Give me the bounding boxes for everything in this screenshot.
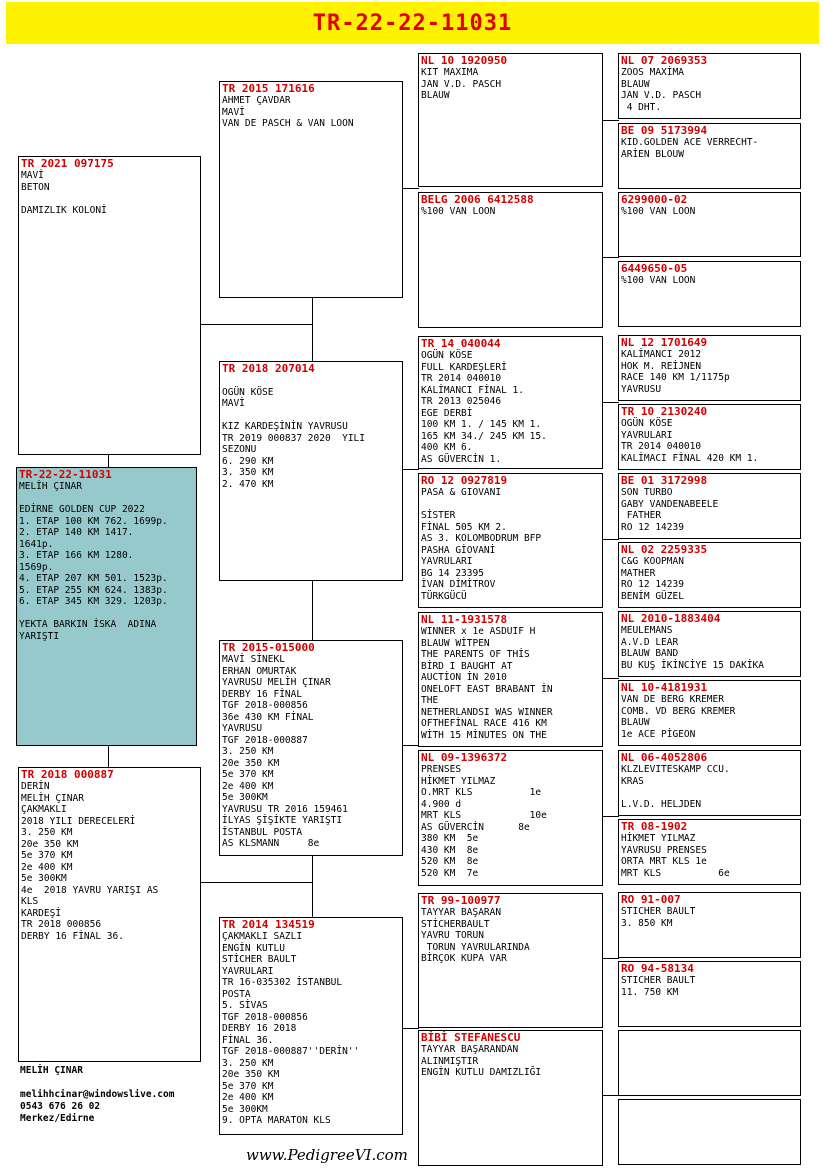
connector-line [602, 257, 619, 258]
ssd-card[interactable] [418, 192, 603, 328]
g5-info: C&G KOOPMAN MATHER RO 12 14239 BENİM GÜZEL [621, 556, 684, 602]
sire-sire-ring-number: TR 2015 171616 [222, 82, 315, 95]
dss-ring-number: NL 11-1931578 [421, 613, 508, 626]
sdd-info: PASA & GIOVANI SİSTER FİNAL 505 KM 2. AS 3. KOLOMBODRUM BFP PASHA GİOVANİ YAVRULARI BG 14 23395 İVAN DİMİTROV TÜRKGÜCÜ [421, 487, 542, 602]
connector-line [402, 188, 419, 189]
sss-info: KIT MAXIMA JAN V.D. PASCH BLAUW [421, 67, 502, 101]
connector-line [602, 539, 619, 540]
dds-card[interactable] [418, 893, 603, 1028]
g5-ring-number: BE 01 3172998 [621, 474, 708, 487]
g5-card-16[interactable] [618, 1099, 801, 1165]
dsd-card[interactable] [418, 750, 603, 886]
g5-info: MEULEMANS A.V.D LEAR BLAUW BAND BU KUŞ İKİNCİYE 15 DAKİKA [621, 625, 764, 671]
g5-info: KID.GOLDEN ACE VERRECHT- ARİEN BLOUW [621, 137, 759, 160]
ddd-card[interactable] [418, 1030, 603, 1166]
dam-dam-info: ÇAKMAKLI SAZLI ENGİN KUTLU STİCHER BAULT YAVRULARI TR 16-035302 İSTANBUL POSTA 5. SİVAS TGF 2018-000856 DERBY 16 2018 FİNAL 36. TGF 2018-000887''DERİN'' 3. 250 KM 20e 350 KM 5e 370 KM 2e 400 KM 5e 300KM 9. OPTA MARATON KLS [222, 931, 360, 1126]
g5-info: %100 VAN LOON [621, 275, 696, 286]
sdd-card[interactable] [418, 473, 603, 608]
sire-ring-number: TR 2021 097175 [21, 157, 114, 170]
sire-dam-info: OGÜN KÖSE MAVİ KIZ KARDEŞİNİN YAVRUSU TR 2019 000837 2020 YILI SEZONU 6. 290 KM 3. 350 KM 2. 470 KM [222, 386, 365, 490]
dam-dam-card[interactable] [219, 917, 403, 1135]
g5-card-10[interactable] [618, 680, 801, 746]
connector-line [402, 1028, 419, 1029]
sire-sire-info: AHMET ÇAVDAR MAVİ VAN DE PASCH & VAN LOON [222, 95, 354, 129]
g5-info: STICHER BAULT 3. 850 KM [621, 906, 696, 929]
g5-ring-number: NL 02 2259335 [621, 543, 708, 556]
connector-line [602, 120, 619, 121]
connector-line [312, 297, 313, 361]
owner-name: MELİH ÇINAR [20, 1065, 83, 1076]
connector-line [602, 958, 619, 959]
connector-line [602, 402, 619, 403]
g5-info: KLZLEVITESKAMP CCU. KRAS L.V.D. HELJDEN [621, 764, 730, 810]
g5-card-11[interactable] [618, 750, 801, 816]
connector-line [108, 454, 109, 468]
connector-line [312, 855, 313, 917]
owner-location: Merkez/Edirne [20, 1113, 95, 1124]
g5-ring-number: RO 91-007 [621, 893, 681, 906]
connector-line [402, 469, 419, 470]
ssd-info: %100 VAN LOON [421, 206, 496, 217]
dsd-ring-number: NL 09-1396372 [421, 751, 508, 764]
g5-card-9[interactable] [618, 611, 801, 677]
dss-card[interactable] [418, 612, 603, 747]
g5-card-1[interactable] [618, 53, 801, 119]
g5-ring-number: 6299000-02 [621, 193, 688, 206]
owner-email[interactable]: melihhcinar@windowslive.com [20, 1089, 175, 1100]
connector-line [602, 678, 619, 679]
sire-dam-ring-number: TR 2018 207014 [222, 362, 315, 375]
g5-ring-number: NL 06-4052806 [621, 751, 708, 764]
dsd-info: PRENSES HİKMET YILMAZ O.MRT KLS 1e 4.900 d MRT KLS 10e AS GÜVERCİN 8e 380 KM 5e 430 KM 8e 520 KM 8e 520 KM 7e [421, 764, 547, 879]
dss-info: WINNER x 1e ASDUIF H BLAUW WİTPEN THE PARENTS OF THİS BİRD I BAUGHT AT AUCTİON İN 2010 ONELOFT EAST BRABANT İN THE NETHERLANDSI WAS WINNER OFTHEFİNAL RACE 416 KM WİTH 15 MİNUTES ON THE [421, 626, 553, 741]
sire-dam-card[interactable] [219, 361, 403, 581]
connector-line [200, 324, 312, 325]
connector-line [402, 745, 419, 746]
pedigree-title-bar [6, 2, 819, 44]
g5-card-14[interactable] [618, 961, 801, 1027]
main-pigeon-card[interactable] [16, 467, 197, 746]
sds-card[interactable] [418, 336, 603, 469]
g5-info: %100 VAN LOON [621, 206, 696, 217]
connector-line [602, 816, 619, 817]
g5-ring-number: NL 12 1701649 [621, 336, 708, 349]
connector-line [108, 745, 109, 767]
dam-sire-info: MAVİ SİNEKL ERHAN OMURTAK YAVRUSU MELİH ÇINAR DERBY 16 FİNAL TGF 2018-000856 36e 430 KM FİNAL YAVRUSU TGF 2018-000887 3. 250 KM 20e 350 KM 5e 370 KM 2e 400 KM 5e 300KM YAVRUSU TR 2016 159461 İLYAS ŞİŞİKTE YARIŞTI İSTANBUL POSTA AS KLSMANN 8e [222, 654, 348, 849]
g5-info: VAN DE BERG KREMER COMB. VD BERG KREMER BLAUW 1e ACE PİGEON [621, 694, 736, 740]
g5-ring-number: NL 2010-1883404 [621, 612, 721, 625]
sire-card[interactable] [18, 156, 201, 455]
g5-card-13[interactable] [618, 892, 801, 958]
sire-sire-card[interactable] [219, 81, 403, 298]
dds-info: TAYYAR BAŞARAN STİCHERBAULT YAVRU TORUN TORUN YAVRULARINDA BİRÇOK KUPA VAR [421, 907, 530, 964]
main-pigeon-info: MELİH ÇINAR EDİRNE GOLDEN CUP 2022 1. ETAP 100 KM 762. 1699p. 2. ETAP 140 KM 1417. 1641p. 3. ETAP 166 KM 1280. 1569p. 4. ETAP 207 KM 501. 1523p. 5. ETAP 255 KM 624. 1383p. 6. ETAP 345 KM 329. 1203p. YEKTA BARKIN İSKA ADINA YARIŞTI [19, 481, 168, 642]
dds-ring-number: TR 99-100977 [421, 894, 501, 907]
logo-text: www.PedigreeVI.com [246, 1146, 408, 1164]
g5-ring-number: BE 09 5173994 [621, 124, 708, 137]
g5-info: OGÜN KÖSE YAVRULARI TR 2014 040010 KALİMACI FİNAL 420 KM 1. [621, 418, 759, 464]
sss-ring-number: NL 10 1920950 [421, 54, 508, 67]
connector-line [200, 882, 312, 883]
g5-ring-number: NL 10-4181931 [621, 681, 708, 694]
sire-info: MAVİ BETON DAMIZLIK KOLONİ [21, 170, 107, 216]
owner-contact [20, 1065, 174, 1125]
main-ring-number: TR-22-22-11031 [19, 468, 112, 481]
g5-card-3[interactable] [618, 192, 801, 257]
dam-info: DERİN MELİH ÇINAR ÇAKMAKLI 2018 YILI DERECELERİ 3. 250 KM 20e 350 KM 5e 370 KM 2e 400 KM 5e 300KM 4e 2018 YAVRU YARIŞI AS KLS KARDEŞİ TR 2018 000856 DERBY 16 FİNAL 36. [21, 781, 159, 942]
g5-ring-number: NL 07 2069353 [621, 54, 708, 67]
connector-line [602, 1095, 619, 1096]
sds-info: OGÜN KÖSE FULL KARDEŞLERİ TR 2014 040010 KALİMANCI FİNAL 1. TR 2013 025046 EGE DERBİ 100 KM 1. / 145 KM 1. 165 KM 34./ 245 KM 15. 400 KM 6. AS GÜVERCİN 1. [421, 350, 547, 465]
g5-info: STICHER BAULT 11. 750 KM [621, 975, 696, 998]
sds-ring-number: TR 14 040044 [421, 337, 501, 350]
g5-card-12[interactable] [618, 819, 801, 885]
g5-info: KALİMANCI 2012 HOK M. REİJNEN RACE 140 KM 1/1175p YAVRUSU [621, 349, 730, 395]
g5-card-2[interactable] [618, 123, 801, 189]
g5-info: ZOOS MAXİMA BLAUW JAN V.D. PASCH 4 DHT. [621, 67, 702, 113]
sss-card[interactable] [418, 53, 603, 187]
g5-card-6[interactable] [618, 404, 801, 470]
g5-card-4[interactable] [618, 261, 801, 327]
connector-line [312, 580, 313, 640]
dam-sire-card[interactable] [219, 640, 403, 856]
g5-ring-number: RO 94-58134 [621, 962, 694, 975]
owner-phone: 0543 676 26 02 [20, 1101, 101, 1112]
g5-card-7[interactable] [618, 473, 801, 539]
g5-card-8[interactable] [618, 542, 801, 608]
g5-ring-number: TR 10 2130240 [621, 405, 708, 418]
dam-sire-ring-number: TR 2015-015000 [222, 641, 315, 654]
ddd-info: TAYYAR BAŞARANDAN ALINMIŞTIR ENGİN KUTLU DAMIZLIĞI [421, 1044, 542, 1078]
sdd-ring-number: RO 12 0927819 [421, 474, 508, 487]
g5-ring-number: TR 08-1902 [621, 820, 688, 833]
ssd-ring-number: BELG 2006 6412588 [421, 193, 534, 206]
pedigree-title: TR-22-22-11031 [312, 10, 513, 36]
dam-ring-number: TR 2018 000887 [21, 768, 114, 781]
g5-info: SON TURBO GABY VANDENABEELE FATHER RO 12 14239 [621, 487, 719, 533]
dam-dam-ring-number: TR 2014 134519 [222, 918, 315, 931]
g5-info: HİKMET YILMAZ YAVRUSU PRENSES ORTA MRT KLS 1e MRT KLS 6e [621, 833, 730, 879]
ddd-ring-number: BİBİ STEFANESCU [421, 1031, 521, 1044]
g5-card-5[interactable] [618, 335, 801, 401]
g5-card-15[interactable] [618, 1030, 801, 1096]
pedigree-logo [246, 1146, 408, 1164]
g5-ring-number: 6449650-05 [621, 262, 688, 275]
dam-card[interactable] [18, 767, 201, 1062]
